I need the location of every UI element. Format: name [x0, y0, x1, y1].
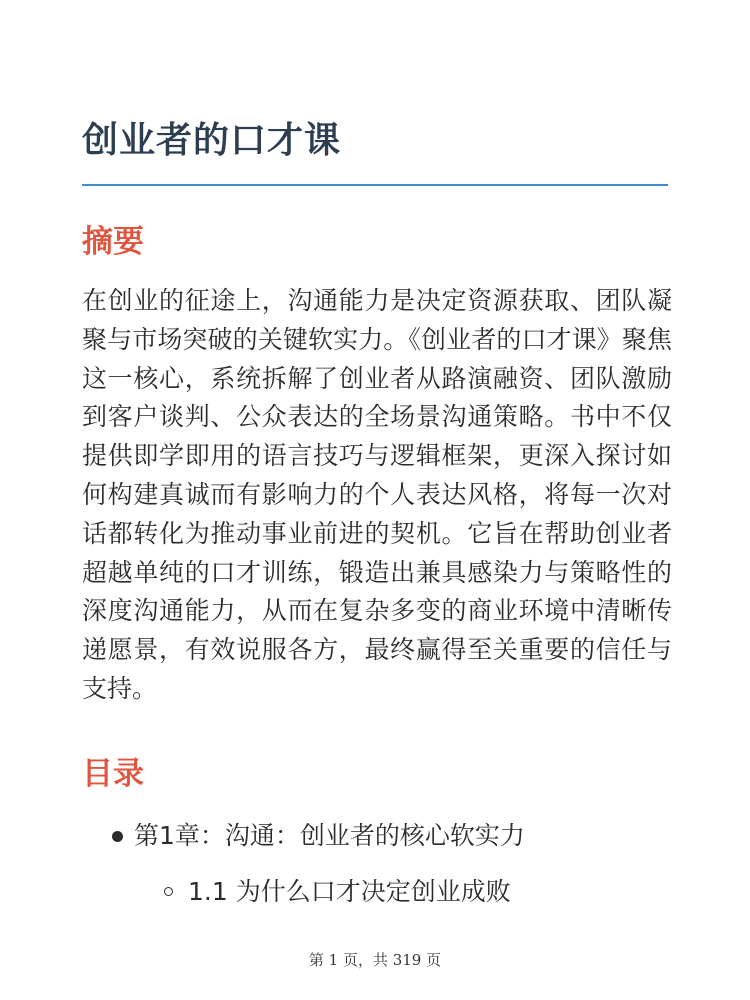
toc-item-label: 1.1 为什么口才决定创业成败 [188, 877, 511, 906]
abstract-heading: 摘要 [82, 224, 144, 260]
document-title: 创业者的口才课 [82, 120, 342, 161]
abstract-body: 在创业的征途上，沟通能力是决定资源获取、团队凝聚与市场突破的关键软实力。《创业者的口才课》聚焦这一核心，系统拆解了创业者从路演融资、团队激励到客户谈判、公众表达的全场景沟通策略。书中不仅提供即学即用的语言技巧与逻辑框架，更深入探讨如何构建真诚而有影响力的个人表达风格，将每一次对话都转化为推动事业前进的契机。它旨在帮助创业者超越单纯的口才训练，锻造出兼具感染力与策略性的深度沟通能力，从而在复杂多变的商业环境中清晰传递愿景，有效说服各方，最终赢得至关重要的信任与支持。 [82, 286, 672, 703]
toc-item-label: 第1章：沟通：创业者的核心软实力 [134, 821, 525, 850]
toc-item-section-1-1[interactable] [164, 874, 511, 910]
page-number-footer: 第 1 页，共 319 页 [308, 951, 442, 969]
toc-heading: 目录 [82, 756, 144, 792]
toc-item-chapter-1[interactable] [112, 818, 525, 854]
title-divider [82, 184, 668, 186]
